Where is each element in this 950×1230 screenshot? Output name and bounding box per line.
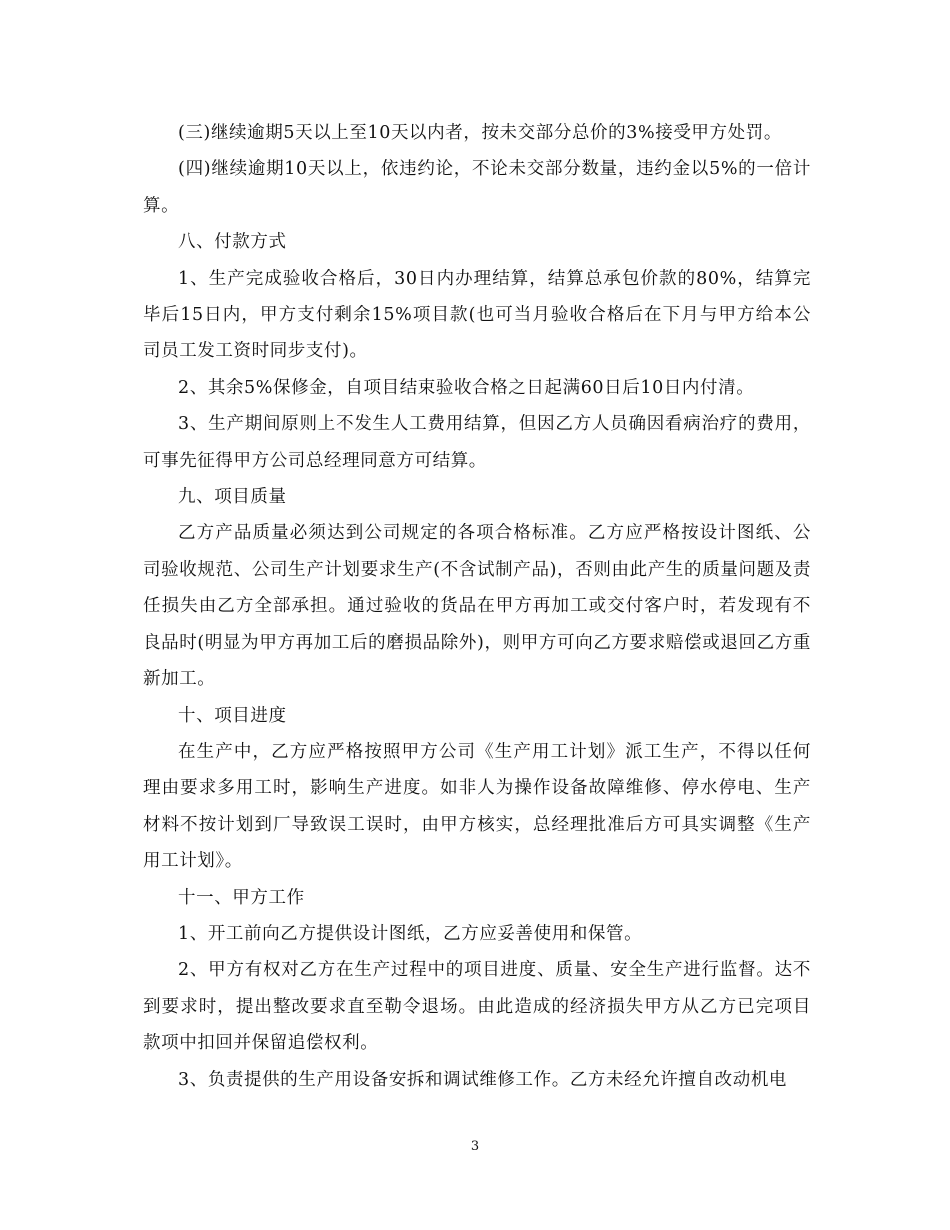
page-number: 3: [470, 1139, 480, 1154]
section-heading-payment: 八、付款方式: [178, 232, 287, 253]
clause-overdue-over-10-days: (四)继续逾期10天以上，依违约论，不论未交部分数量，违约金以5%的一倍计算。: [143, 159, 811, 216]
party-a-clause-2: 2、甲方有权对乙方在生产过程中的项目进度、质量、安全生产进行监督。达不到要求时，提出整改要求直至勒令退场。由此造成的经济损失甲方从乙方已完项目款项中扣回并保留追偿权利。: [143, 960, 811, 1054]
payment-clause-1: 1、生产完成验收合格后，30日内办理结算，结算总承包价款的80%，结算完毕后15日内，甲方支付剩余15%项目款(也可当月验收合格后在下月与甲方给本公司员工发工资时同步支付)。: [143, 268, 811, 362]
payment-clause-3: 3、生产期间原则上不发生人工费用结算，但因乙方人员确因看病治疗的费用，可事先征得甲方公司总经理同意方可结算。: [143, 414, 811, 471]
section-heading-progress: 十、项目进度: [178, 705, 287, 726]
party-a-clause-3: 3、负责提供的生产用设备安拆和调试维修工作。乙方未经允许擅自改动机电: [178, 1069, 788, 1090]
section-heading-party-a-duties: 十一、甲方工作: [178, 887, 305, 908]
quality-clause: 乙方产品质量必须达到公司规定的各项合格标准。乙方应严格按设计图纸、公司验收规范、公司生产计划要求生产(不含试制产品)，否则由此产生的质量问题及责任损失由乙方全部承担。通过验收的货品在甲方再加工或交付客户时，若发现有不良品时(明显为甲方再加工后的磨损品除外)，则甲方可向乙方要求赔偿或退回乙方重新加工。: [143, 523, 811, 690]
payment-clause-2: 2、其余5%保修金，自项目结束验收合格之日起满60日后10日内付清。: [178, 377, 755, 398]
clause-overdue-5-to-10-days: (三)继续逾期5天以上至10天以内者，按未交部分总价的3%接受甲方处罚。: [178, 123, 782, 143]
section-heading-quality: 九、项目质量: [178, 487, 287, 508]
progress-clause: 在生产中，乙方应严格按照甲方公司《生产用工计划》派工生产，不得以任何理由要求多用工时，影响生产进度。如非人为操作设备故障维修、停水停电、生产材料不按计划到厂导致误工误时，由甲方核实，总经理批准后方可具实调整《生产用工计划》。: [143, 741, 811, 872]
document-body: [143, 115, 811, 1098]
party-a-clause-1: 1、开工前向乙方提供设计图纸，乙方应妥善使用和保管。: [178, 923, 643, 944]
